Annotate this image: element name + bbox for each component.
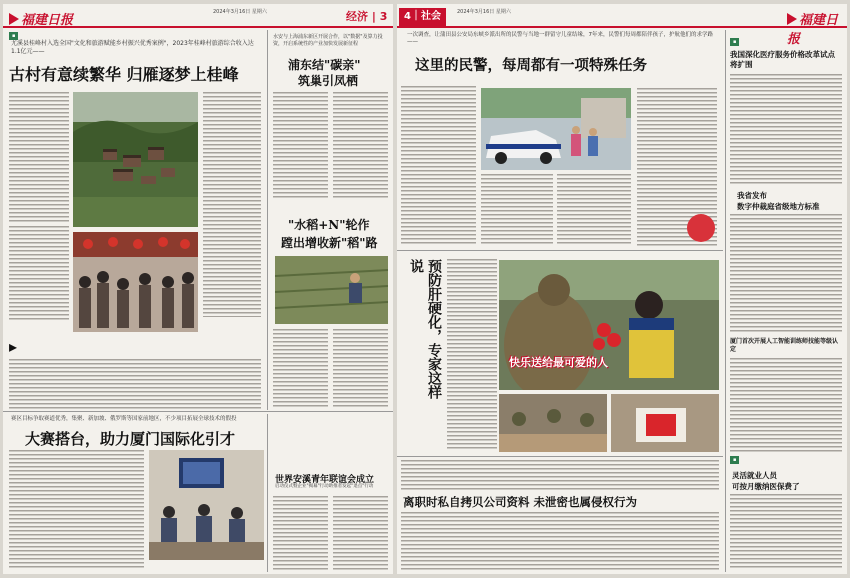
village-aerial-photo: [73, 92, 198, 227]
side-story-1-kicker: 水安与上海浦东新区开展合作，以"数据"及算力投资，开启系统性的产业加快发展新征程: [273, 34, 383, 47]
column-tag: ▪: [9, 32, 18, 40]
right-header-date: 2024年3月16日 星期六: [457, 9, 511, 15]
article-text-block: [401, 86, 476, 246]
article-text-block: [730, 358, 842, 453]
photo-caption-title: 快乐送给最可爱的人: [509, 356, 608, 369]
article-text-block: [333, 92, 388, 200]
right-lead-headline: 这里的民警，每周都有一项特殊任务: [415, 57, 647, 74]
brief-2-headline-line2: 数字仲裁庭省级地方标准: [737, 202, 820, 211]
brief-tag: ▪: [730, 456, 739, 464]
article-text-block: [273, 92, 328, 200]
right-lead-kicker: 一次调查，让蒲田县公安局东峡乡派出所的民警与当地一群留守儿童结缘，7年来，民警们每周都陪伴孩子，护航他们的求学路——: [407, 32, 714, 45]
rice-field-farmer-photo: [275, 256, 388, 324]
conference-photo: [149, 450, 264, 560]
article-text-block: [9, 226, 69, 321]
article-text-block: [447, 259, 497, 449]
article-text-block: [401, 460, 719, 490]
lead-story-headline: 古村有意续繁华 归雁逐梦上桂峰: [9, 65, 239, 84]
column-divider: [725, 30, 726, 572]
brief-tag: ▪: [730, 38, 739, 46]
right-section-label: 4｜社会: [399, 8, 446, 26]
side-story-1-headline-line1: 浦东结"碳亲": [288, 58, 361, 72]
side-story-1-headline-line2: 筑巢引凤栖: [298, 74, 359, 88]
horizontal-divider: [397, 250, 723, 251]
brief-3-headline: 厦门首次开展人工智能训练师技能等级认定: [730, 338, 839, 353]
bottom-side-kicker: 启动仪式暨企业"揭幕"行动助推者发起"退点"行动: [275, 484, 374, 489]
column-divider: [267, 30, 268, 410]
article-text-block: [481, 174, 553, 246]
brief-2-headline-line1: 我省发布: [737, 191, 767, 200]
article-text-block: [730, 74, 842, 184]
article-text-block: [9, 92, 69, 222]
article-text-block: [273, 496, 328, 571]
bottom-side-headline: 世界安溪青年联谊会成立: [275, 475, 375, 485]
badge-emblem-icon: [687, 214, 715, 242]
newspaper-logo: 福建日报: [9, 9, 73, 28]
right-newspaper-page: [397, 4, 847, 574]
vertical-story-headline: 预防肝硬化，专家这样说: [408, 259, 442, 399]
gift-box-photo: [611, 394, 719, 452]
lead-story-kicker: 尤溪县桂峰村入选全国"文化和旅游赋能乡村振兴优秀案例"，2023年桂峰村旅游综合收入达1.1亿元——: [11, 40, 254, 55]
police-car-children-photo: [481, 88, 631, 170]
logo-flag-icon: [9, 13, 19, 25]
left-section-label: 经济 | 3: [346, 10, 388, 23]
side-story-2-headline-line2: 蹚出增收新"稻"路: [281, 236, 378, 250]
brief-4-headline-line2: 可按月缴纳医保费了: [732, 482, 800, 491]
article-text-block: [401, 512, 719, 570]
article-text-block: [9, 450, 144, 570]
horizontal-divider: [3, 411, 393, 412]
left-newspaper-page: [3, 4, 393, 574]
logo-flag-icon: [787, 13, 797, 25]
newspaper-logo: 福建日报: [787, 13, 839, 47]
bottom-story-kicker: 赛区目标争取赛道优秀，集聚、新加坡、俄罗斯等国家前地区，不少项目拓展全球技术的假投: [11, 416, 237, 422]
right-bottom-headline: 离职时私自拷贝公司资料 未泄密也属侵权行为: [403, 495, 638, 509]
left-page-header: [3, 6, 393, 28]
article-text-block: [203, 92, 261, 317]
soldiers-classroom-photo: [499, 394, 607, 452]
brief-4-headline-line1: 灵活就业人员: [732, 471, 777, 480]
article-text-block: [557, 174, 631, 246]
left-header-date: 2024年3月16日 星期六: [213, 9, 267, 15]
crowd-festival-photo: [73, 232, 198, 332]
lead-story-subhead: ▸: [9, 337, 18, 356]
bottom-story-headline: 大赛搭台，助力厦门国际化引才: [25, 430, 236, 448]
article-text-block: [273, 329, 328, 409]
brief-1-headline: 我国深化医疗服务价格改革试点将扩围: [730, 50, 835, 69]
article-text-block: [333, 329, 388, 409]
article-text-block: [730, 214, 842, 334]
side-story-2-headline-line1: "水稻+N"轮作: [288, 218, 370, 232]
column-divider: [267, 414, 268, 572]
soldiers-flowers-photo: [499, 260, 719, 390]
article-text-block: [333, 496, 388, 571]
article-text-block: [730, 494, 842, 570]
article-text-block: [9, 359, 261, 409]
horizontal-divider: [397, 456, 723, 457]
